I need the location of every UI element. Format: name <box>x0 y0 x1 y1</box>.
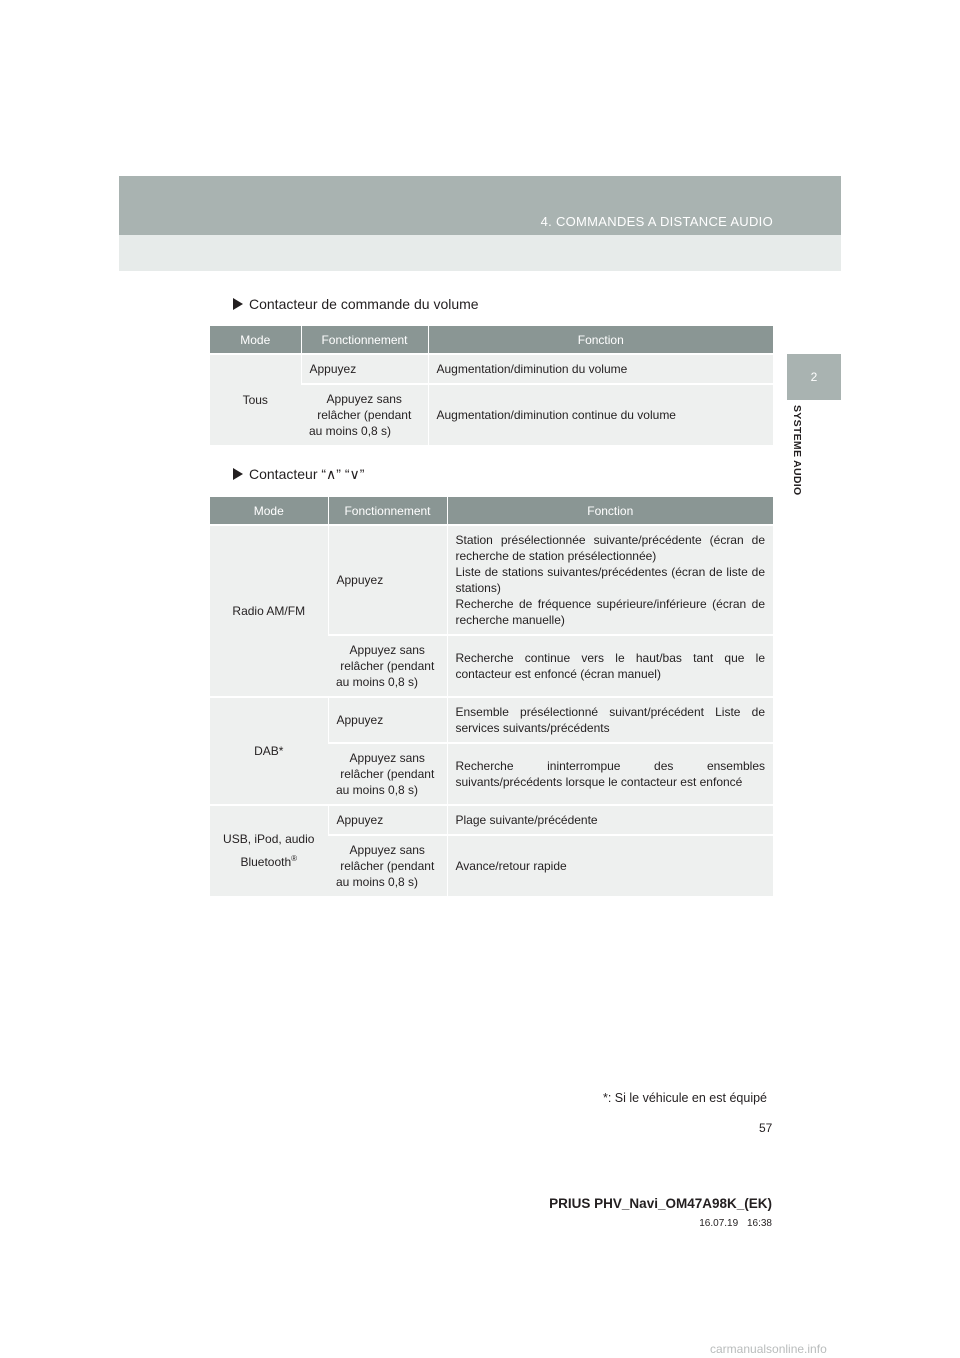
registered-mark: ® <box>291 854 298 863</box>
chapter-tab: 2 <box>787 354 841 400</box>
table-row <box>210 354 773 384</box>
operation-cell: Appuyez <box>328 805 447 835</box>
column-header-operation: Fonctionnement <box>301 326 428 354</box>
function-cell <box>447 525 773 635</box>
mode-text: USB, iPod, audio Bluetooth <box>223 832 315 869</box>
arrow-right-icon <box>233 298 243 310</box>
operation-cell: Appuyez <box>328 525 447 635</box>
arrow-right-icon <box>233 468 243 480</box>
function-line: Recherche de fréquence supérieure/inférieure (écran de recherche manuelle) <box>455 597 765 627</box>
volume-table <box>210 326 773 445</box>
mode-cell: Tous <box>210 354 301 445</box>
function-cell: Augmentation/diminution du volume <box>428 354 773 384</box>
function-cell: Recherche continue vers le haut/bas tant que le contacteur est enfoncé (écran manuel) <box>447 635 773 697</box>
operation-cell: Appuyez <box>301 354 428 384</box>
column-header-function: Fonction <box>428 326 773 354</box>
operation-cell: Appuyez sans relâcher (pendant au moins 0,8 s) <box>301 384 428 445</box>
mode-cell: Radio AM/FM <box>210 525 328 697</box>
section-heading-text: Contacteur “∧” “∨” <box>249 466 365 482</box>
function-cell: Ensemble présélectionné suivant/précédent Liste de services suivants/précédents <box>447 697 773 743</box>
column-header-mode: Mode <box>210 497 328 525</box>
header-subbar <box>119 235 841 271</box>
print-date: 16.07.19 <box>699 1218 739 1229</box>
header-title: 4. COMMANDES A DISTANCE AUDIO <box>540 214 773 229</box>
chapter-label: SYSTEME AUDIO <box>791 405 803 496</box>
header-bar <box>119 176 841 235</box>
switch-table <box>210 497 773 896</box>
table-row <box>210 805 773 835</box>
operation-cell: Appuyez sans relâcher (pendant au moins 0,8 s) <box>328 835 447 896</box>
section-heading-volume <box>233 296 479 312</box>
function-line: Liste de stations suivantes/précédentes (écran de liste de stations) <box>455 565 765 595</box>
section-heading-switch <box>233 466 364 483</box>
operation-cell: Appuyez sans relâcher (pendant au moins 0,8 s) <box>328 743 447 805</box>
mode-cell <box>210 805 328 896</box>
section-heading-text: Contacteur de commande du volume <box>249 296 479 312</box>
column-header-function: Fonction <box>447 497 773 525</box>
function-cell: Augmentation/diminution continue du volume <box>428 384 773 445</box>
function-cell: Recherche ininterrompue des ensembles suivants/précédents lorsque le contacteur est enfoncé <box>447 743 773 805</box>
print-stamp <box>699 1218 772 1229</box>
operation-cell: Appuyez sans relâcher (pendant au moins 0,8 s) <box>328 635 447 697</box>
column-header-operation: Fonctionnement <box>328 497 447 525</box>
mode-cell: DAB* <box>210 697 328 805</box>
print-time: 16:38 <box>746 1218 772 1229</box>
table-row <box>210 697 773 743</box>
operation-cell: Appuyez <box>328 697 447 743</box>
footnote: *: Si le véhicule en est équipé <box>603 1091 767 1105</box>
watermark: carmanualsonline.info <box>710 1342 827 1356</box>
function-cell: Plage suivante/précédente <box>447 805 773 835</box>
page-number: 57 <box>759 1121 773 1135</box>
function-line: Station présélectionnée suivante/précédente (écran de recherche de station présélectionnée) <box>455 533 765 563</box>
column-header-mode: Mode <box>210 326 301 354</box>
model-code: PRIUS PHV_Navi_OM47A98K_(EK) <box>549 1196 772 1211</box>
function-cell: Avance/retour rapide <box>447 835 773 896</box>
table-row <box>210 525 773 635</box>
